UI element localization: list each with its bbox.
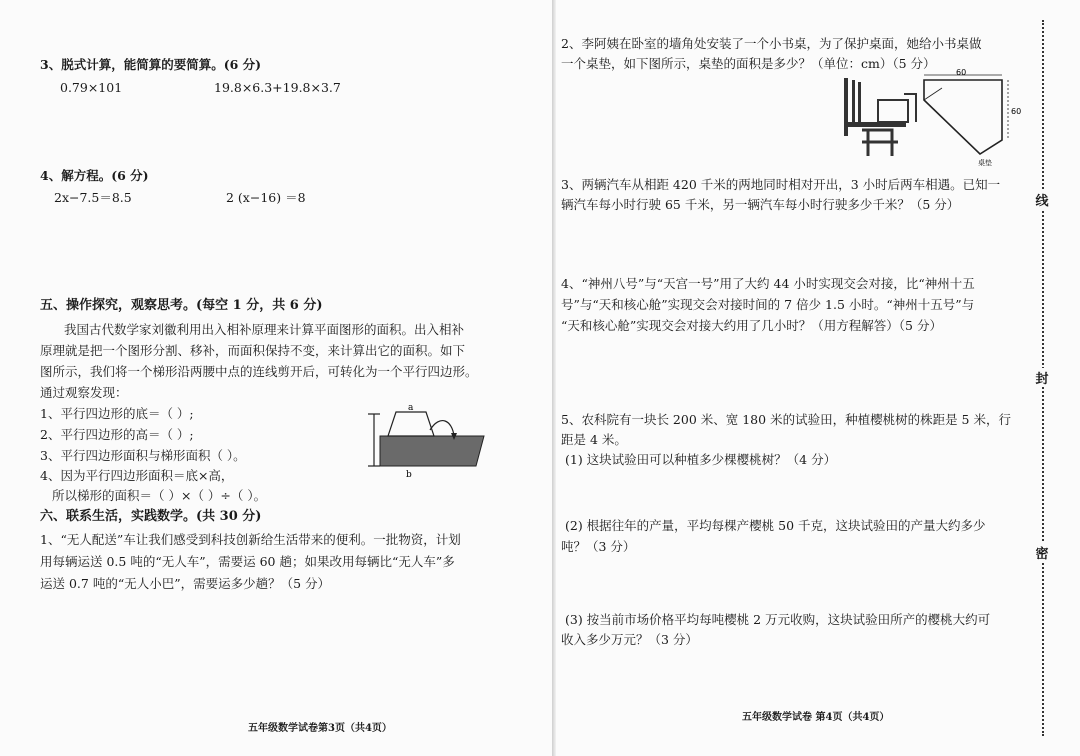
r-q2-line: 一个桌垫，如下图所示，桌垫的面积是多少？（单位：cm）（5 分） (561, 56, 936, 71)
section-5-item-2: 2、平行四边形的高＝（ ）; (40, 427, 194, 442)
r-q5-sub-2: (2) 根据往年的产量，平均每棵产樱桃 50 千克，这块试验田的产量大约多少 (565, 518, 986, 533)
section-5-item-4: 4、因为平行四边形面积＝底×高， (40, 468, 234, 483)
r-q5-sub-2: 吨？（3 分） (561, 539, 636, 554)
trapezoid-figure (360, 400, 490, 480)
section-5-paragraph-line: 原理就是把一个图形分割、移补，而面积保持不变，来计算出它的面积。如下 (40, 343, 466, 358)
r-q3-line: 3、两辆汽车从相距 420 千米的两地同时相对开出，3 小时后两车相遇。已知一 (561, 177, 1001, 192)
section-5-item-3: 3、平行四边形面积与梯形面积（ ）。 (40, 448, 246, 463)
section-5-item-5: 所以梯形的面积＝（ ）×（ ）÷（ ）。 (52, 488, 267, 503)
q4-equation-1: 2x−7.5＝8.5 (54, 190, 132, 205)
r-q3-line: 辆汽车每小时行驶 65 千米，另一辆汽车每小时行驶多少千米？（5 分） (561, 197, 960, 212)
section-5-paragraph-line: 通过观察发现： (40, 385, 128, 400)
left-page-footer: 五年级数学试卷第3页（共4页） (248, 723, 392, 734)
label-b: b (406, 470, 412, 480)
q3-expression-2: 19.8×6.3+19.8×3.7 (214, 80, 341, 95)
wall-line (844, 78, 848, 136)
r-q5-sub-3: 收入多少万元？（3 分） (561, 632, 698, 647)
section-6-title: 六、联系生活，实践数学。(共 30 分) (40, 509, 262, 524)
r-q5-line: 距是 4 米。 (561, 432, 627, 447)
q4-equation-2: 2 (x−16) ＝8 (226, 190, 306, 205)
r-q4-line: 号”与“天和核心舱”实现交会对接时间的 7 倍少 1.5 小时。“神州十五号”与 (561, 297, 975, 312)
section-5-paragraph-line: 我国古代数学家刘徽利用出入相补原理来计算平面图形的面积。出入相补 (64, 322, 465, 337)
q3-title: 3、脱式计算，能简算的要简算。(6 分) (40, 57, 262, 72)
r-q2-line: 2、李阿姨在卧室的墙角处安装了一个小书桌，为了保护桌面，她给小书桌做 (561, 36, 982, 51)
desk-mat-figure (916, 68, 1024, 168)
q4-title: 4、解方程。(6 分) (40, 168, 149, 183)
r-q5-sub-3: (3) 按当前市场价格平均每吨樱桃 2 万元收购，这块试验田所产的樱桃大约可 (565, 612, 991, 627)
q3-expression-1: 0.79×101 (60, 80, 123, 95)
section-6-q1-line: 运送 0.7 吨的“无人小巴”，需要运多少趟？（5 分） (40, 576, 331, 591)
lamp-icon (878, 100, 908, 122)
margin-mark-xian: 线 (1034, 190, 1050, 209)
r-q4-line: 4、“神州八号”与“天宫一号”用了大约 44 小时实现交会对接，比“神州十五 (561, 276, 975, 291)
trapezoid-top (388, 412, 434, 436)
margin-mark-feng: 封 (1034, 368, 1050, 387)
r-q5-sub-1: (1) 这块试验田可以种植多少棵樱桃树？（4 分） (565, 452, 837, 467)
r-q5-line: 5、农科院有一块长 200 米、宽 180 米的试验田，种植樱桃树的株距是 5 米，行 (561, 412, 1011, 427)
section-6-q1-line: 用每辆运送 0.5 吨的“无人车”，需要运 60 趟；如果改用每辆比“无人车”多 (40, 554, 455, 569)
right-page-footer: 五年级数学试卷 第4页（共4页） (742, 712, 890, 723)
section-5-item-1: 1、平行四边形的底＝（ ）; (40, 406, 194, 421)
label-60-side: 60 (1011, 107, 1022, 116)
r-q4-line: “天和核心舱”实现交会对接大约用了几小时？（用方程解答）（5 分） (561, 318, 942, 333)
mat-outline (924, 80, 1002, 154)
label-a: a (408, 403, 414, 413)
margin-mark-mi: 密 (1034, 543, 1050, 562)
chair-icon (862, 130, 898, 156)
label-60-top: 60 (956, 68, 967, 77)
label-mat: 桌垫 (978, 159, 992, 167)
section-6-q1-line: 1、“无人配送”车让我们感受到科技创新给生活带来的便利。一批物资，计划 (40, 532, 461, 547)
section-5-title: 五、操作探究，观察思考。(每空 1 分，共 6 分) (40, 298, 323, 313)
parallelogram-shape (380, 436, 484, 466)
section-5-paragraph-line: 图所示，我们将一个梯形沿两腰中点的连线剪开后，可转化为一个平行四边形。 (40, 364, 478, 379)
